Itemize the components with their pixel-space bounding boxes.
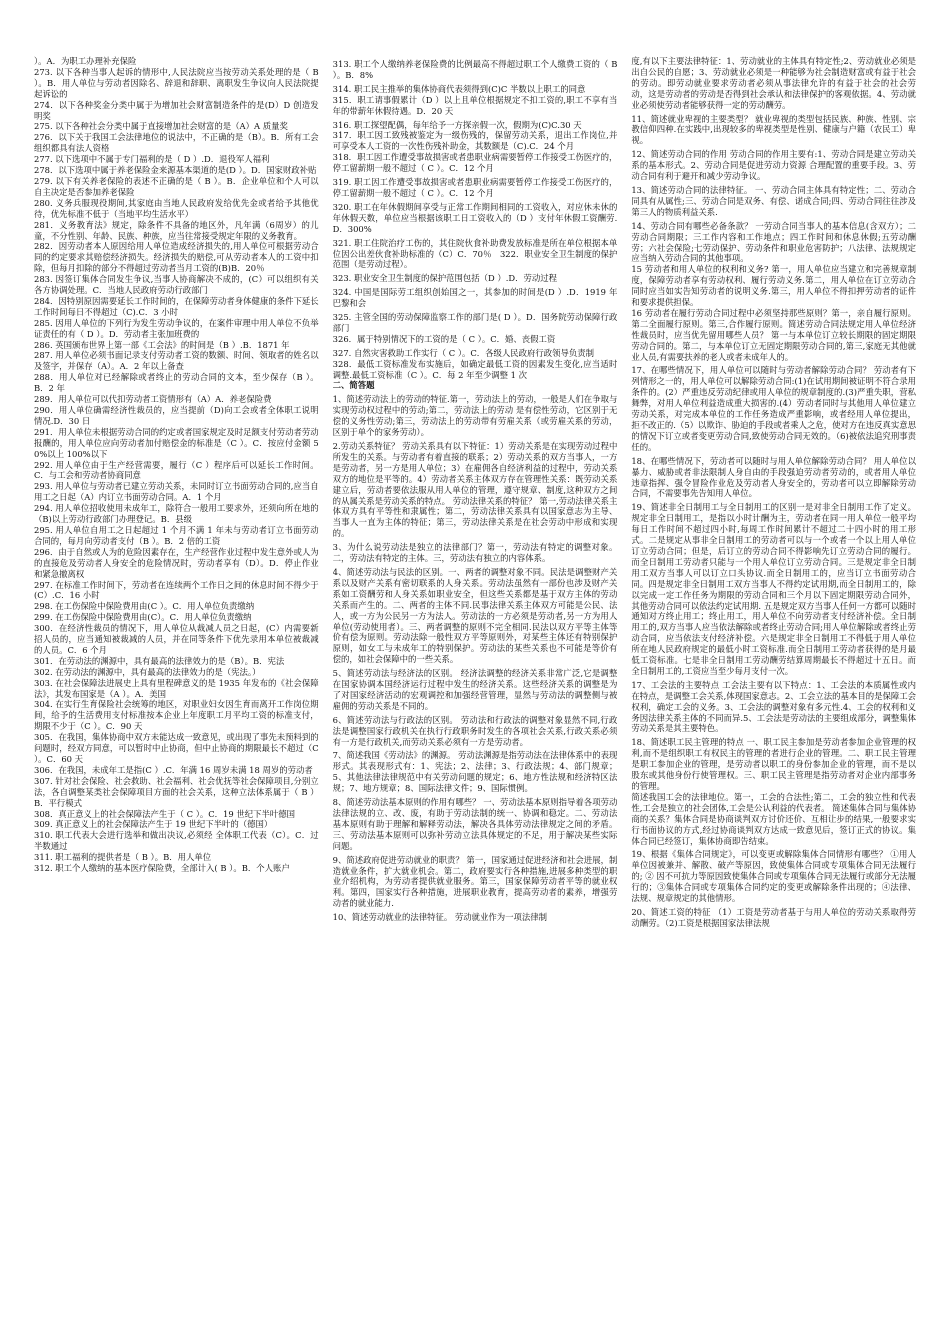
paragraph: 14、劳动合同有哪些必备条款？ 一劳动合同当事人的基本信息(含双方）；二劳动合同期限；三工作内容和工作地点；四工作时间和休息休假;五劳动酬劳；六社会保险;七劳动保护、劳动条件和职业危害防护；八法律、法规规定应当纳入劳动合同的其他事项。	[631, 220, 917, 264]
paragraph: 309. 真正意义上的社会保障法产生于 19 世纪下半叶的（德国）	[34, 819, 273, 830]
paragraph: 310. 职工代表大会进行选举和做出决议,必须经 全体职工代表（C）。C．过半数通过	[34, 830, 319, 852]
paragraph: 318．职工因工作遭受事故损害或者患职业病需要暂停工作接受工伤医疗的，停工留薪期一般不超过（ C ）。C．12 个月	[332, 152, 618, 174]
paragraph: 315．职工请事假累计（D ）以上且单位根据规定不扣工资的,职工不享有当年的带薪年休假待遇。D．20 天	[332, 94, 618, 116]
paragraph: 282．因劳动者本人原因给用人单位造成经济损失的,用人单位可根据劳动合同的约定要求其赔偿经济损失。经济损失的赔偿,可从劳动者本人的工资中扣除，但每月扣除的部分不得超过劳动者当月工资的(B)B．20％	[34, 241, 319, 274]
text-column-right	[631, 56, 916, 1320]
paragraph: 298. 在工伤保险中保险费用由(C ）。C．用人单位负责缴纳	[34, 601, 255, 612]
paragraph: 10、简述劳动就业的法律特征。 劳动就业作为一项法律制	[332, 912, 547, 923]
paragraph: 12、简述劳动合同的作用 劳动合同的作用主要有:1、劳动合同是建立劳动关系的基本形式。2、劳动合同是促进劳动力资源 合理配置的重要手段。3、劳动合同有利于避开和减少劳动争议。	[631, 149, 917, 182]
paragraph: 326．属于特别情况下的工资的是（ C ）。C．婚、丧假工资	[332, 333, 556, 344]
paragraph: 305．在我国，集体协商中双方未能达成一致意见，或出现了事先未预料到的问题时，经双方同意，可以暂时中止协商，但中止协商的期限最长不超过（C ）。C．60 天	[34, 732, 319, 764]
paragraph: 313. 职工个人缴纳养老保险费的比例最高不得超过职工个人缴费工资的（ B ）。B．8%	[332, 59, 618, 80]
paragraph: 284．因特别原因需要延长工作时间的，在保障劳动者身体健康的条件下延长工作时间每日不得超过（C).C．3 小时	[34, 295, 319, 317]
paragraph: 286. 英国颁布世界上第一部《工会法》的时间是（B ）.B．1871 年	[34, 339, 290, 350]
paragraph: 327. 自然灾害救助工作实行（ C ）。C．各级人民政府行政领导负责制	[332, 347, 595, 358]
paragraph: 度,有以下主要法律特征：1、劳动就业的主体具有特定性;2、劳动就业必须是出自公民的自愿；3、劳动就业必须是一种能够为社会制造财富或有益于社会的劳动。即劳动就业要求劳动者必须从事法律允许的有益于社会的社会劳动，这是劳动者的劳动是否得到社会承认和法律保护的客观依据。4、劳动就业必须使劳动者能够获得一定的劳动酬劳。	[631, 56, 917, 110]
paragraph: 296．由于自然或人为的危险因素存在，生产经营作业过程中发生意外或人为的直接危及劳动者人身安全的危险情况时，劳动者享有（D）。D．停止作业和紧急撤离权	[34, 546, 319, 579]
paragraph: 311. 职工福利的提供者是（ B ）。B．用人单位	[34, 852, 212, 863]
paragraph: 302. 在劳动法的渊源中，具有最高的法律效力的是（宪法。）	[34, 666, 261, 677]
paragraph: 16 劳动者在履行劳动合同过程中必须坚持那些原则？第一，亲自履行原则。第二全面履行原则。第三,合作履行原则。简述劳动合同法规定用人单位经济性裁员时，应当优先留用哪些人员？ 第一与本单位订立较长期限的固定期限劳动合同的。第二，与本单位订立无固定期限劳动合同的,第三,家庭无其他就业人员,有需要扶养的老人或者未成年人的。	[631, 307, 917, 362]
paragraph: 301．在劳动法的渊源中，具有最高的法律效力的是（B）。B．宪法	[34, 655, 285, 666]
paragraph: 1、简述劳动法上的劳动的特征.第一，劳动法上的劳动，一般是人们在争取与实现劳动权过程中的劳动;第二，劳动法上的劳动 是有偿性劳动，它区别于无偿的义务性劳动;第三，劳动法上的劳动带有劳雇关系（或劳雇关系的劳动，区别于单个的家务劳动）。	[332, 394, 618, 438]
paragraph: 291．用人单位未根据劳动合同的约定或者国家规定及时足额支付劳动者劳动报酬的，用人单位应向劳动者加付赔偿金的标准是（C ）。C．按应付金额 50%以上 100%以下	[34, 426, 319, 459]
paragraph: 292. 用人单位由于生产经营需要，履行（C ）程序后可以延长工作时间。C．与工会和劳动者协商同意	[34, 459, 319, 481]
paragraph: 276．以下关于我国工会法律地位的说法中，不正确的是（B）。B．所有工会组织都具有法人资格	[34, 132, 319, 154]
paragraph: 280. 义务兵服现役期间,其家庭由当地人民政府发给优先金或者给予其他优待，优先标准不低于（当地平均生活水平）	[34, 197, 319, 219]
paragraph: 9、简述政府促进劳动就业的职责？ 第一，国家通过促进经济和社会进展，制造就业条件，扩大就业机会。第二，政府要实行各种措施,进展多种类型的职业介绍机构，为劳动者提供就业服务。第三，国家保障劳动者平等的就业权利。第四，国家实行各种措施，进展职业教育，提高劳动者的素养，增强劳动者的就业能力.	[332, 854, 618, 909]
paragraph: 17、在哪些情况下，用人单位可以随时与劳动者解除劳动合同？ 劳动者有下列情形之一的，用人单位可以解除劳动合同:(1)在试用期间被证明不符合录用条件的。(2）严重违反劳动纪律或用人单位的规章制度的.(3)严重失职，营私舞弊，对用人单位利益造成重大损害的.(4）劳动者同时与其他用人单位建立劳动关系，对完成本单位的工作任务造成严重影响，或者经用人单位提出，拒不改正的.（5）以欺诈、胁迫的手段或者乘人之危，使对方在违反真实意思的情况下订立或者变更劳动合同,致使劳动合同无效的。（6)被依法追究刑事责任的。	[631, 365, 917, 452]
paragraph: 5、简述劳动法与经济法的区别。 经济法调整的经济关系非常广泛,它是调整在国家协调本国经济运行过程中发生的经济关系。这些经济关系的调整是为了对国家经济活动的宏观调控和加强经营管理，显然与劳动法的调整侧与被雇佣的劳动关系是不同的。	[332, 668, 618, 711]
paragraph: 281．义务教育法》规定，除条件不具备的地区外，凡年满（6周岁）的儿童，不分性别、年龄、民族、种族，应当往常接受规定年限的义务教育。	[34, 219, 319, 241]
paragraph: 278．以下选项中属于养老保险金来源基本渠道的是(D ）。D．国家财政补贴	[34, 165, 317, 176]
paragraph: 285. 因用人单位的下列行为发生劳动争议的，在案件审理中用人单位不负举证责任的有（ D ）。D．劳动者主张加班费的	[34, 317, 319, 339]
paragraph: 317．职工因工致残被鉴定为一级伤残的，保留劳动关系，退出工作岗位,并可享受本人工资的一次性伤残补助金，其数额是（C).C．24 个月	[332, 130, 618, 152]
paragraph: 300．在经济性裁员的情况下，用人单位从裁减人员之日起，(C）内需要新招人员的，应当通知被裁减的人员，并在同等条件下优先录用本单位被裁减的人员。C．6 个月	[34, 623, 319, 655]
paragraph: 2.劳动关系特征？ 劳动关系具有以下特征：1）劳动关系是在实现劳动过程中所发生的关系。与劳动者有着直接的联系；2）劳动关系的双方当事人，一方是劳动者，另一方是用人单位；3）在雇佣各自经济利益的过程中，劳动关系双方的地位是平等的。4）劳动者关系主体双方存在管理性关系：既劳动关系建立后，劳动者要依法服从用人单位的管理，遵守规章、制度,这种双方之间的从属关系是劳动关系的特点。 劳动法律关系的特征？ 第一,劳动法律关系主体双方具有平等性和隶属性；第二，劳动法律关系具有以国家意志为主导、当事人一直为主体的特征；第三，劳动法律关系是在社会劳动中形成和实现的。	[332, 441, 618, 539]
paragraph: 312. 职工个人缴纳的基本医疗保险费，全部计入( B ）。B．个人账户	[34, 863, 290, 874]
paragraph: 20、简述工资的特征 （1）工资是劳动者基于与用人单位的劳动关系取得劳动酬劳。（2)工资是根据国家法律法规	[631, 906, 917, 928]
section-heading: 二、简答题	[332, 380, 375, 391]
paragraph: 290．用人单位确需经济性裁员的，应当提前（D)向工会或者全体职工说明情况.D．30 日	[34, 405, 319, 426]
text-column-middle	[333, 56, 618, 1320]
paragraph: 11、简述就业卑视的主要类型？ 就业卑视的类型包括民族、种族、性别、宗教信仰四种.在实践中,出现较多的卑视类型是性别、健康与户籍（农民工）卑视。	[631, 113, 917, 146]
paragraph: 273. 以下各种当事人起诉的情形中,人民法院应当按劳动关系处理的是（ B ）。B．用人单位与劳动者因除名、辞退和辞职、离职发生争议向人民法院提起诉讼的	[34, 66, 319, 99]
paragraph: 19、根据《集体合同规定》，可以变更或解除集体合同情形有哪些？ ①用人单位因被兼并、解散、破产等原因，致使集体合同或专项集体合同无法履行的; ② 因不可抗力等原因致使集体合同或专项集体合同无法履行或部分无法履行的；③集体合同或专项集体合同约定的变更或解除条件出现的；④法律、法规、规章规定的其他情形。	[631, 849, 917, 904]
paragraph: 19、简述非全日制用工与全日制用工的区别一是对非全日制用工作了定义。规定非全日制用工，是指以小时计酬为主，劳动者在同一用人单位一般平均每日工作时间不超过四小时,每周工作时间累计不超过二十四小时的用工形式。二是规定从事非全日制用工的劳动者可以与一个或者一个以上用人单位订立劳动合同；但是，后订立的劳动合同不得影响先订立劳动合同的履行。而全日制用工劳动者只能与一个用人单位订立劳动合同。三是规定非全日制用工双方当事人可以订立口头协议.而全日制用工的，应当订立书面劳动合同。四是规定非全日制用工双方当事人不得约定试用期,而全日制用工的，除以完成一定工作任务为期限的劳动合同和三个月以下固定期限劳动合同外，其他劳动合同可以依法约定试用期. 五是规定双方当事人任何一方都可以随时通知对方终止用工；终止用工，用人单位不向劳动者支付经济补偿。全日制用工的,双方当事人应当依法解除或者终止劳动合同;用人单位解除或者终止劳动合同，应当依法支付经济补偿。六是规定非全日制用工不得低于用人单位所在地人民政府规定的最低小时工资标准.而全日制用工劳动者获得的是月最低工资标准。七是非全日制用工劳动酬劳结算周期最长不得超过十五日。而全日制用工的,工资应当至少每月支付一次。	[631, 502, 917, 676]
paragraph: 简述我国工会的法律地位。第一，工会的合法性;第二，工会的独立性和代表性,工会是独立的社会团体,工会是公认利益的代表者。 简述集体合同与集体协商的关系？集体合同是协商谈判双方讨价还价、互相让步的结果,一般要求实行书面协议的方式,经过协商谈判双方达成一致意见后，签订正式的协议。集体合同已经签订，集体协商即告结束。	[631, 791, 917, 846]
paragraph: 283. 因签订集体合同发生争议,当事人协商解决不成的，(C）可以组织有关各方协调处理。C．当地人民政府劳动行政部门	[34, 274, 319, 296]
paragraph: 319. 职工因工作遭受事故损害或者患职业病需要暂停工作接受工伤医疗的，停工留薪期一般不超过（ C ）。C．12 个月	[332, 177, 618, 198]
paragraph: 304. 在实行生育保险社会统筹的地区，对职业妇女因生育而离开工作岗位期间，给予的生活费用支付标准按本企业上年度职工月平均工资的标准支付，期限不少于（C ）。C．90 天	[34, 699, 319, 732]
paragraph: 274．以下各种奖金分类中属于为增加社会财富制造条件的是(D）D 创造发明奖	[34, 99, 319, 121]
paragraph: 325. 主管全国的劳动保障监察工作的部门是( D ）。D．国务院劳动保障行政部门	[332, 312, 618, 333]
paragraph: 324. 中国是国际劳工组织创始国之一，其参加的时间是(D ）.D．1919 年巴黎和会	[332, 287, 618, 309]
paragraph: 7、简述我国《劳动法》的渊源。 劳动法渊源是指劳动法在法律体系中的表现形式。其表现形式有：1、宪法；2、法律；3、行政法规；4、部门规章；5、其他法律法律规范中有关劳动问题的规定；6、地方性法规和经济特区法规；7、地方规章；8、国际法律文件；9、国际惯例。	[332, 750, 618, 794]
paragraph: 299. 在工伤保险中保险费用由(C）。C．用人单位负责缴纳	[34, 612, 252, 623]
paragraph: 306．在我国，未成年工是指(C ）.C．年满 16 周岁未满 18 周岁的劳动者	[34, 764, 313, 775]
paragraph: 297. 在标准工作时间下，劳动者在连续两个工作日之间的休息时间不得少于(C）.C．16 小时	[34, 579, 319, 601]
paragraph: 307. 针对社会保险、社会救助、社会福利、社会优抚等社会保障项目,分别立法，各自调整某类社会保障项目方面的社会关系，这种立法体系属于（ B ）B．平行模式	[34, 775, 319, 808]
paragraph: 275. 以下各种社会分类中属于直接增加社会财富的是（A）A 质量奖	[34, 121, 288, 132]
paragraph: 323. 职业安全卫生制度的保护范围包括（D ）.D．劳动过程	[332, 273, 557, 284]
paragraph: 308．真正意义上的社会保障法产生于（ C ）。C．19 世纪下半叶德国	[34, 808, 295, 819]
paragraph: 4、简述劳动法与民法的区别。一、两者的调整对象不同。民法是调整财产关系以及财产关系有密切联系的人身关系。劳动法虽然有一部份也涉及财产关系如工资酬劳和人身关系如职业安全，但这些关系都是基于双方主体的劳动关系而产生的。二、两者的主体不同.民事法律关系主体双方可能是公民、法人，或一方为公民另一方为法人。劳动法的一方必须是劳动者,另一方为用人单位(劳动使用者）。三、两者调整的原则不完全相同.民法以双方平等主体等价有偿为原则。劳动法除一般性双方平等原则外，对某些主体还有特别保护原则，如女工与未成年工的特别保护。劳动法的某些关系也不可能是等价有偿的，如社会保障中的一些关系。	[332, 566, 618, 665]
paragraph: 287. 用人单位必须书面记录支付劳动者工资的数额、时间、领取者的姓名以及签字，并保存（A）。A．2 年以上备查	[34, 350, 319, 372]
paragraph: 6、简述劳动法与行政法的区别。 劳动法和行政法的调整对象显然不同,行政法是调整国家行政机关在执行行政职务时发生的各项社会关系,行政关系必须有一方是行政机关,而劳动关系必须有一方是劳动者。	[332, 714, 618, 747]
paragraph: 320. 职工在年休假期间享受与正常工作期间相同的工资收入，对应休未休的年休假天数，单位应当根据该职工日工资收入的（D ）支付年休假工资酬劳.D．300%	[332, 201, 618, 234]
paragraph: ）。A．为职工办理补充保险	[34, 56, 137, 66]
text-column-left	[34, 56, 319, 1320]
paragraph: 18、在哪些情况下，劳动者可以随时与用人单位解除劳动合同？ 用人单位以暴力、威胁或者非法限制人身自由的手段强迫劳动者劳动的，或者用人单位违章指挥、强令冒险作业危及劳动者人身安全的，劳动者可以立即解除劳动合同，不需要事先告知用人单位。	[631, 455, 917, 499]
paragraph: 8、简述劳动法基本原则的作用有哪些？ 一、劳动法基本原则指导着各项劳动法律法规的立、改、废，有助于劳动法制的统一、协调和稳定。二、劳动法基本原则有助于理解和解释劳动法，解决各具体劳动法律规定之间的矛盾。三、劳动法基本原则可以弥补劳动立法具体规定的不足，用于解决某些实际问题。	[332, 797, 618, 851]
paragraph: 316. 职工探望配偶，每年给予一方探亲假一次，假期为(C)C.30 天	[332, 119, 582, 130]
paragraph: 295. 用人单位自用工之日起超过 1 个月不满 1 年未与劳动者订立书面劳动合同的，每月向劳动者支付（B ）。B．2 倍的工资	[34, 524, 319, 546]
paragraph: 17、工会法的主要特点 工会法主要有以下特点：1、工会法的本质属性或内在特点，是调整工会关系,体现国家意志。2、工会立法的基本目的是保障工会权利，确定工会的义务。3、工会法的调整对象有多元性.4、工会的权利和义务因法律关系主体的不同而异.5、工会法是劳动法的主要组成部分，调整集体劳动关系是其主要特色。	[631, 679, 917, 734]
paragraph: 279. 以下有关养老保险的表述不正确的是（ B ）。B．企业单位和个人可以自主决定是否参加养老保险	[34, 175, 319, 197]
paragraph: 314. 职工民主推举的集体协商代表须得到(C)C 半数以上职工的同意	[332, 83, 586, 94]
paragraph: 294. 用人单位招收使用未成年工，除符合一般用工要求外，还须向所在地的（B)以上劳动行政部门办理登记。B．县级	[34, 503, 319, 525]
paragraph: 293. 用人单位与劳动者已建立劳动关系，未同时订立书面劳动合同的,应当自用工之日起（A）内订立书面劳动合同。A．1 个月	[34, 481, 319, 503]
paragraph: 13、简述劳动合同的法律特征。 一、劳动合同主体具有特定性；二、劳动合同具有从属性;三、劳动合同是双务、有偿、诺成合同;四、劳动合同往往涉及第三人的物质利益关系.	[631, 184, 917, 217]
paragraph: 288．用人单位对已经解除或者终止的劳动合同的文本，至少保存（B ）。B．2 年	[34, 372, 319, 394]
paragraph: 321. 职工住院治疗工伤的，其住院伙食补助费发放标准是所在单位根据本单位因公出差伙食补助标准的（C）C．70％ 322．职业安全卫生制度的保护范围（是劳动过程）。	[332, 237, 618, 270]
paragraph: 3、为什么说劳动法是独立的法律部门？第一，劳动法有特定的调整对象。二，劳动法有特定的主体。三，劳动法有独立的内容体系。	[332, 542, 618, 564]
paragraph: 328．最低工资标准发布实施后，如确定最低工资的因素发生变化,应当适时调整.最低工资标准（C ）。C．每 2 年至少调整 1 次	[332, 358, 618, 380]
paragraph: 277. 以下选项中不属于专门福利的是（ D ）.D．退役军人福利	[34, 154, 270, 165]
paragraph: 18、简述职工民主管理的特点 一、职工民主参加是劳动者参加企业管理的权利,而不是组织职工有权民主的管理的者进行企业的管理。二、职工民主管理是职工参加企业的管理，是劳动者以职工的身份参加企业的管理，而不是以股东或其他身份行使管理权。三、职工民主管理是指劳动者对企业内部事务的管理。	[631, 737, 917, 791]
paragraph: 303. 在社会保障法进展史上具有里程碑意义的是 1935 年发布的《社会保障法》，其发布国家是（A ）。A．美国	[34, 677, 319, 699]
paragraph: 15 劳动者和用人单位的权利和义务? 第一，用人单位应当建立和完善规章制度，保障劳动者享有劳动权利、履行劳动义务.第二，用人单位在订立劳动合同时应当如实告知劳动者的说明义务.第三，用人单位不得扣押劳动者的证件和要求提供担保。	[631, 264, 917, 308]
paragraph: 289．用人单位可以代扣劳动者工资情形有（A）A．养老保险费	[34, 394, 272, 405]
